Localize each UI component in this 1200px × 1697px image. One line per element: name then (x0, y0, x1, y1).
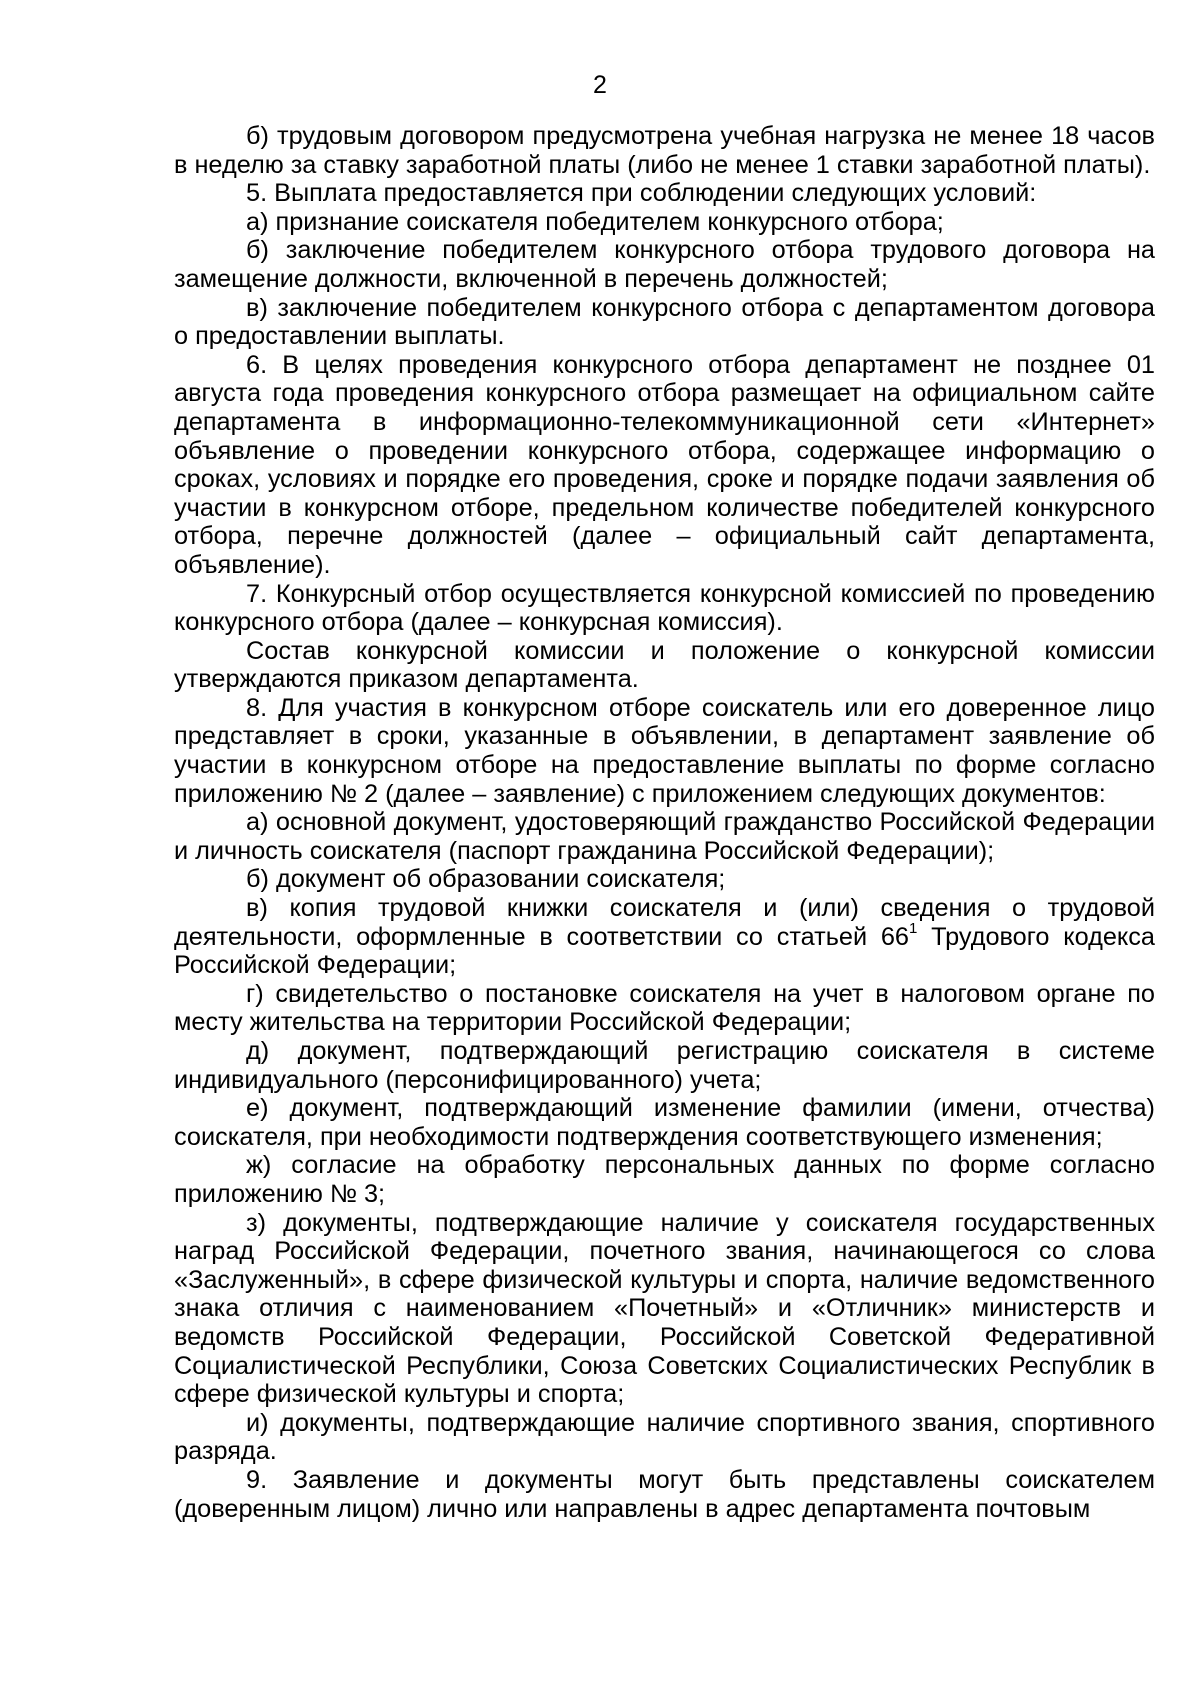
paragraph-5b: б) заключение победителем конкурсного отбора трудового договора на замещение должности, включенной в перечень должностей; (174, 236, 1155, 293)
paragraph-6: 6. В целях проведения конкурсного отбора департамент не позднее 01 августа года проведения конкурсного отбора размещает на официальном сайте департамента в информационно-телекоммуникационной сети «Интернет» объявление о проведении конкурсного отбора, содержащее информацию о сроках, условиях и порядке его проведения, сроке и порядке подачи заявления об участии в конкурсном отборе, предельном количестве победителей конкурсного отбора, перечне должностей (далее – официальный сайт департамента, объявление). (174, 350, 1155, 579)
paragraph-8zh: ж) согласие на обработку персональных данных по форме согласно приложению № 3; (174, 1151, 1155, 1208)
paragraph-8v (174, 894, 1155, 980)
paragraph-7: 7. Конкурсный отбор осуществляется конкурсной комиссией по проведению конкурсного отбора (далее – конкурсная комиссия). (174, 579, 1155, 637)
paragraph-8i: и) документы, подтверждающие наличие спортивного звания, спортивного разряда. (174, 1408, 1155, 1466)
paragraph-8z: з) документы, подтверждающие наличие у соискателя государственных наград Российской Федерации, почетного звания, начинающегося со слова «Заслуженный», в сфере физической культуры и спорта, наличие ведомственного знака отличия с наименованием «Почетный» и «Отличник» министерств и ведомств Российской Федерации, Российской Советской Федеративной Социалистической Республики, Союза Советских Социалистических Республик в сфере физической культуры и спорта; (174, 1208, 1155, 1409)
paragraph-5a: а) признание соискателя победителем конкурсного отбора; (246, 207, 944, 236)
paragraph-8v-text-end: Трудового кодекса Российской Федерации; (174, 922, 1155, 980)
paragraph-8g: г) свидетельство о постановке соискателя на учет в налоговом органе по месту жительства на территории Российской Федерации; (174, 979, 1155, 1037)
paragraph-9: 9. Заявление и документы могут быть представлены соискателем (доверенным лицом) лично или направлены в адрес департамента почтовым (174, 1465, 1155, 1523)
paragraph-8d: д) документ, подтверждающий регистрацию соискателя в системе индивидуального (персонифицированного) учета; (174, 1037, 1155, 1094)
paragraph-7-commission: Состав конкурсной комиссии и положение о конкурсной комиссии утверждаются приказом департамента. (174, 636, 1155, 694)
superscript: 1 (909, 920, 918, 938)
paragraph-8b: б) документ об образовании соискателя; (246, 865, 726, 894)
page-number: 2 (593, 71, 607, 99)
paragraph-4b: б) трудовым договором предусмотрена учебная нагрузка не менее 18 часов в неделю за ставку заработной платы (либо не менее 1 ставки заработной платы). (174, 122, 1155, 179)
document-body (174, 122, 1155, 1523)
paragraph-8v-text: в) копия трудовой книжки соискателя и (или) сведения о трудовой деятельности, оформленные в соответствии со статьей 66 (174, 894, 1155, 951)
paragraph-5v: в) заключение победителем конкурсного отбора с департаментом договора о предоставлении выплаты. (174, 293, 1155, 351)
paragraph-8: 8. Для участия в конкурсном отборе соискатель или его доверенное лицо представляет в сроки, указанные в объявлении, в департамент заявление об участии в конкурсном отборе на предоставление выплаты по форме согласно приложению № 2 (далее – заявление) с приложением следующих документов: (174, 693, 1155, 808)
paragraph-5: 5. Выплата предоставляется при соблюдении следующих условий: (246, 179, 1037, 208)
paragraph-8e: е) документ, подтверждающий изменение фамилии (имени, отчества) соискателя, при необходимости подтверждения соответствующего изменения; (174, 1094, 1155, 1151)
paragraph-8a: а) основной документ, удостоверяющий гражданство Российской Федерации и личность соискателя (паспорт гражданина Российской Федерации); (174, 808, 1155, 865)
